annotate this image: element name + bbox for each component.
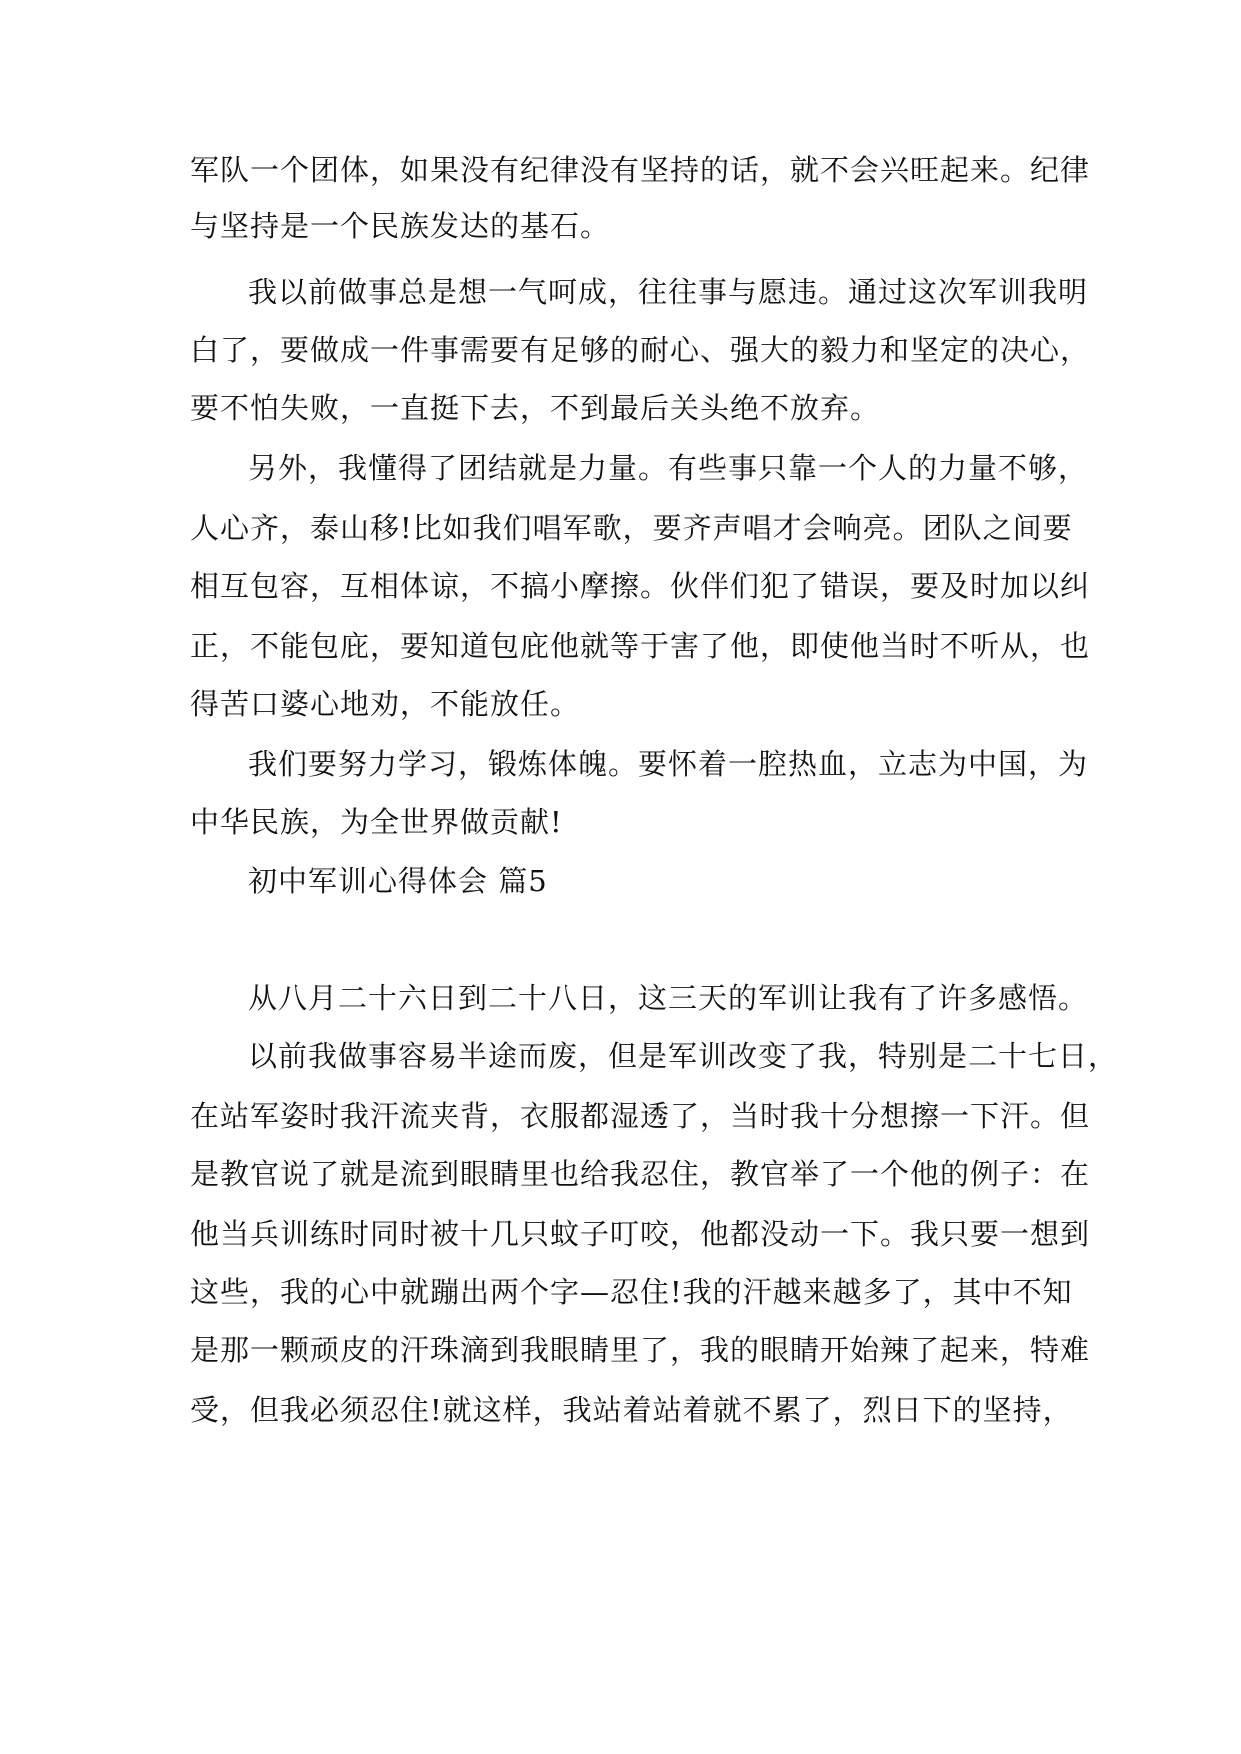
text-line: 我们要努力学习，锻炼体魄。要怀着一腔热血，立志为中国，为 [248, 747, 1089, 781]
text-line: 正，不能包庇，要知道包庇他就等于害了他，即使他当时不听从，也 [190, 629, 1091, 663]
text-line: 另外，我懂得了团结就是力量。有些事只靠一个人的力量不够， [248, 451, 1089, 485]
text-line: 是那一颗顽皮的汗珠滴到我眼睛里了，我的眼睛开始辣了起来，特难 [190, 1333, 1091, 1367]
text-line: 在站军姿时我汗流夹背，衣服都湿透了，当时我十分想擦一下汗。但 [190, 1099, 1091, 1133]
text-line: 中华民族，为全世界做贡献! [190, 805, 563, 839]
text-line: 从八月二十六日到二十八日，这三天的军训让我有了许多感悟。 [248, 981, 1089, 1015]
text-line: 要不怕失败，一直挺下去，不到最后关头绝不放弃。 [190, 391, 881, 425]
text-line: 以前我做事容易半途而废，但是军训改变了我，特别是二十七日， [248, 1039, 1119, 1073]
section-heading: 初中军训心得体会 篇5 [248, 864, 548, 898]
text-line: 受，但我必须忍住!就这样，我站着站着就不累了，烈日下的坚持， [190, 1393, 1073, 1427]
text-line: 他当兵训练时同时被十几只蚊子叮咬，他都没动一下。我只要一想到 [190, 1217, 1091, 1251]
text-line: 得苦口婆心地劝，不能放任。 [190, 687, 581, 721]
text-line: 相互包容，互相体谅，不搞小摩擦。伙伴们犯了错误，要及时加以纠 [190, 569, 1091, 603]
text-line: 这些，我的心中就蹦出两个字—忍住!我的汗越来越多了，其中不知 [190, 1275, 1073, 1309]
text-line: 人心齐，泰山移!比如我们唱军歌，要齐声唱才会响亮。团队之间要 [190, 511, 1073, 545]
text-line: 与坚持是一个民族发达的基石。 [190, 209, 611, 243]
text-line: 白了，要做成一件事需要有足够的耐心、强大的毅力和坚定的决心， [190, 333, 1091, 367]
text-line: 我以前做事总是想一气呵成，往往事与愿违。通过这次军训我明 [248, 275, 1089, 309]
text-line: 军队一个团体，如果没有纪律没有坚持的话，就不会兴旺起来。纪律 [190, 153, 1091, 187]
text-line: 是教官说了就是流到眼睛里也给我忍住，教官举了一个他的例子：在 [190, 1157, 1091, 1191]
